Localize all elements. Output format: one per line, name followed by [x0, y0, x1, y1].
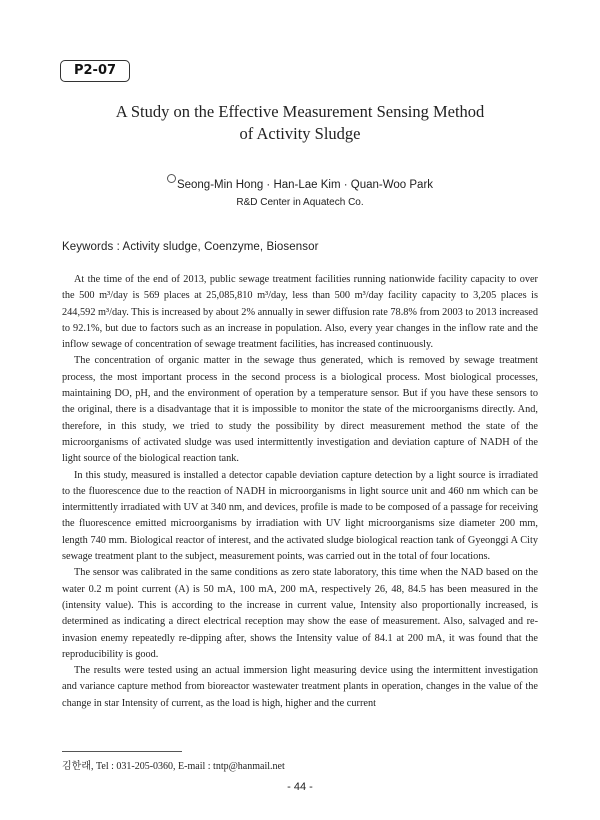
abstract-body: [62, 272, 538, 712]
affiliation: R&D Center in Aquatech Co.: [236, 197, 364, 208]
author-list: [0, 174, 600, 191]
paragraph: The sensor was calibrated in the same conditions as zero state laboratory, this time when the NAD based on the water 0.2 m point current (A) is 50 mA, 100 mA, 200 mA, respectively 26, 48, 84.5 has been measured in the (intensity value). This is according to the increase in current value, Intensity also proportionally increased, is determined as indicating a direct electrical reception may show the ease of measurement. Also, salvaged and re-invasion enemy repeatedly re-dipping after, shows the Intensity value of 84.1 at 200 mA, it was found that the reproducibility is good.: [62, 567, 538, 660]
poster-id-badge: P2-07: [60, 60, 130, 82]
footnote-contact: 김한래, Tel : 031-205-0360, E-mail : tntp@hanmail.net: [62, 761, 285, 772]
paragraph: The concentration of organic matter in the sewage thus generated, which is removed by sewage treatment process, the most important process in the second process is a biological process. Most biological processes, maintaining DO, pH, and the environment of operation by a temperature sensor. But if you have these sensors to the original, there is a disadvantage that it is impossible to monitor the state of the microorganisms directly. And, therefore, in this study, we tried to study the possibility by direct measurement method the state of the microorganisms of activated sludge was used intermittently investigation and deviation capture of NADH of the light source of the biological reaction tank.: [62, 355, 538, 465]
title-line-2: of Activity Sludge: [239, 124, 361, 143]
title-line-1: A Study on the Effective Measurement Sensing Method: [115, 102, 485, 121]
paragraph: In this study, measured is installed a detector capable deviation capture detection by a light source is irradiated to the fluorescence due to the reaction of NADH in microorganisms in light source unit and 460 nm which can be intermittently irradiated with UV at 340 nm, and devices, profile is made to be composed of a passage for receiving the fluorescence emitted microorganisms by irradiation with UV light microorganisms size diameter 200 mm, length 740 mm. Biological reactor of interest, and the activated sludge biological reaction tank of Gyeonggi A City sewage treatment plant to the subject, measurement points, was carried out in the total of four locations.: [62, 469, 538, 563]
paragraph: At the time of the end of 2013, public sewage treatment facilities running nationwide facility capacity to over the 500 m³/day is 569 places at 25,085,810 m³/day, less than 500 m³/day facility capacity to 3,205 places is 244,592 m³/day. This is increased by about 2% annually in sewer diffusion rate 78.8% from 2003 to 2013 increased to 92.1%, but due to factors such as an increase in population. Also, every year changes in the inflow rate and the inflow sewage of concentration of sewage treatment facilities, has increased continuously.: [62, 274, 538, 351]
presenter-circle-icon: [167, 174, 176, 183]
author-names: Seong-Min Hong · Han-Lae Kim · Quan-Woo Park: [176, 179, 434, 191]
footnote-divider: [62, 751, 182, 752]
page-number: - 44 -: [287, 781, 313, 793]
keywords: Keywords : Activity sludge, Coenzyme, Biosensor: [62, 241, 319, 253]
paragraph: The results were tested using an actual immersion light measuring device using the intermittent investigation and variance capture method from bioreactor wastewater treatment plants in operation, changes in the value of the change in star Intensity of current, as the load is high, higher and the current: [62, 665, 538, 709]
paper-title: [0, 101, 600, 145]
